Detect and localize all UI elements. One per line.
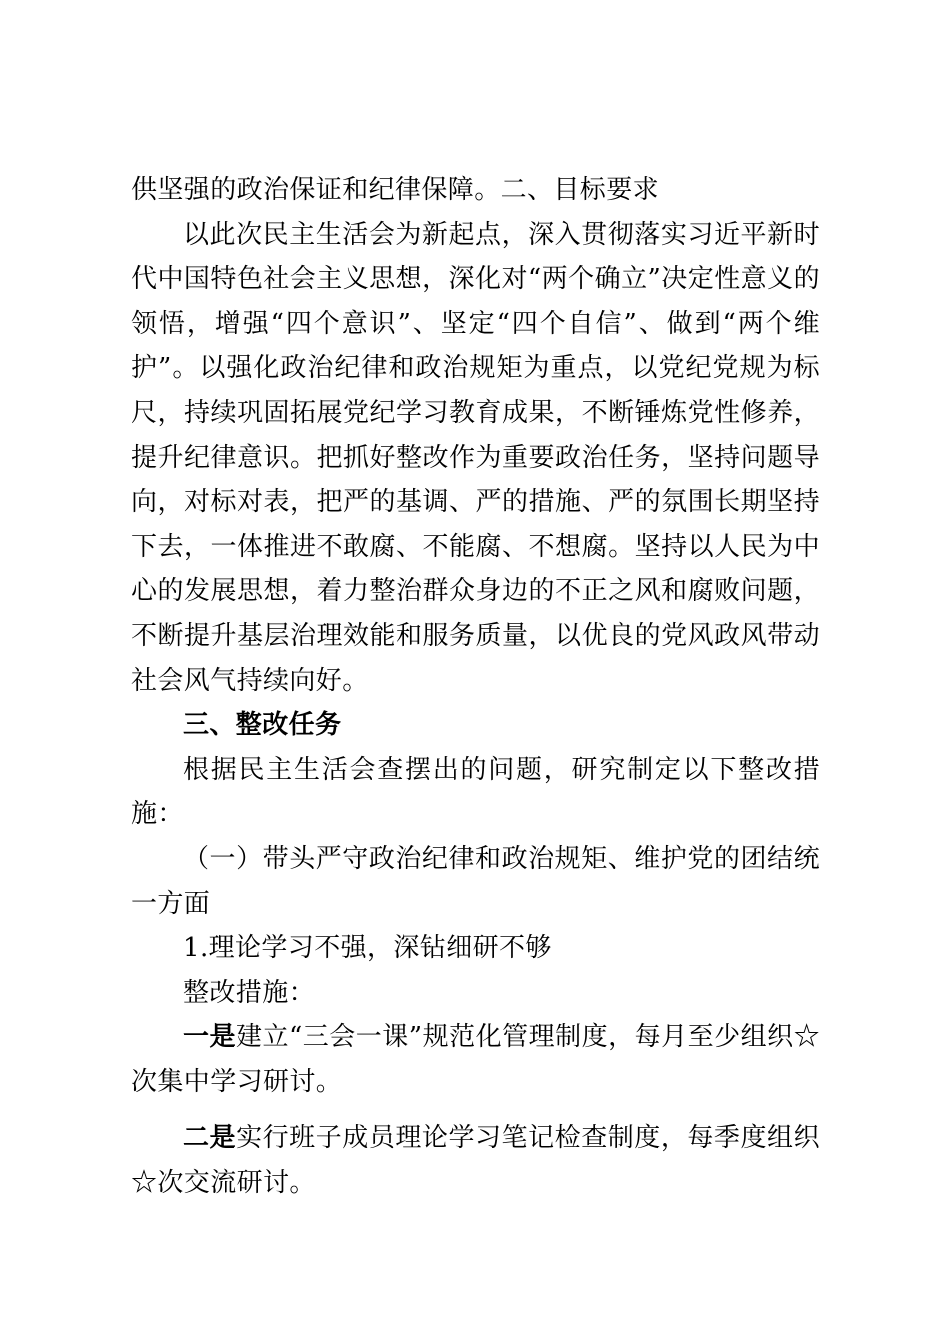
measures-label: 整改措施：	[183, 977, 316, 1008]
sub-heading-discipline: （一）带头严守政治纪律和政治规矩、维护党的团结统一方面	[131, 843, 820, 919]
measure-1-text: 建立“三会一课”规范化管理制度，每月至少组织☆次集中学习研讨。	[131, 1022, 820, 1097]
measure-2-text: 实行班子成员理论学习笔记检查制度，每季度组织☆次交流研讨。	[131, 1123, 820, 1199]
section-heading-tasks: 三、整改任务	[183, 710, 342, 741]
paragraph-intro: 供坚强的政治保证和纪律保障。二、目标要求	[131, 175, 660, 205]
paragraph-tasks-intro: 根据民主生活会查摆出的问题，研究制定以下整改措施：	[131, 754, 820, 830]
paragraph-goals: 以此次民主生活会为新起点，深入贯彻落实习近平新时代中国特色社会主义思想，深化对“两个确立”决定性意义的领悟，增强“四个意识”、坚定“四个自信”、做到“两个维护”。以强化政治纪律和政治规矩为重点，以党纪党规为标尺，持续巩固拓展党纪学习教育成果，不断锤炼党性修养，提升纪律意识。把抓好整改作为重要政治任务，坚持问题导向，对标对表，把严的基调、严的措施、严的氛围长期坚持下去，一体推进不敢腐、不能腐、不想腐。坚持以人民为中心的发展思想，着力整治群众身边的不正之风和腐败问题，不断提升基层治理效能和服务质量，以优良的党风政风带动社会风气持续向好。	[131, 219, 820, 696]
measure-2-lead: 二是	[183, 1123, 237, 1154]
document-body	[131, 168, 820, 1206]
problem-item-1: 1.理论学习不强，深钻细研不够	[183, 933, 552, 964]
measure-1-lead: 一是	[183, 1022, 236, 1053]
measure-1	[131, 1015, 820, 1104]
measure-2	[131, 1116, 820, 1205]
